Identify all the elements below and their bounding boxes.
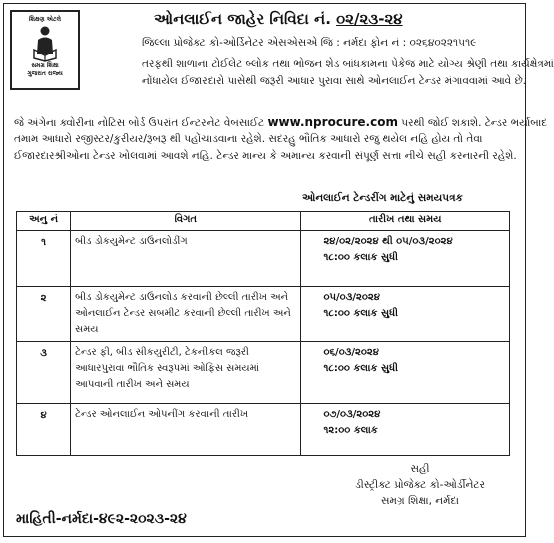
row-detail: ટેન્ડર ફી, બીડ સીકયુરીટી, ટેકનીકલ જરૂરી આધારપુરાવા ભૌતિક સ્વરૂપમાં ઓફિસ સમયમાં આપવાની તારીખ અને સમય [71,342,301,404]
signature-label: સહી [410,463,430,475]
signature-block [320,461,520,509]
logo-top-text: શિક્ષણ એટલે [28,16,62,23]
title-prefix: ઓનલાઈન જાહેર નિવિદા નં. [154,10,331,28]
column-header-detail: વિગત [71,212,301,231]
website-link[interactable]: www.nprocure.com [267,115,398,129]
row-detail: ટેન્ડર ઓનલાઈન ઓપનીંગ કરવાની તારીખ [71,404,301,456]
signature-designation: ડીસ્ટ્રીક્ટ પ્રોજેક્ટ કો-ઓર્ડીનેટર [355,479,485,491]
row-time: ૧૮:૦૦ કલાક સુધી [323,308,398,319]
row-date: ૦૬/૦૩/૨૦૨૪ [323,347,380,358]
samagra-shiksha-logo [10,10,80,90]
row-date-time [301,342,510,404]
row-detail: બીડ ડોકયુમેન્ટ ડાઉનલોડીંગ [71,231,301,287]
logo-bottom-line-1: સમગ્ર શિક્ષા [31,62,59,69]
schedule-heading: ઓનલાઈન ટેન્ડરીંગ માટેનું સમયપત્રક [302,192,463,204]
logo-bottom-line-2: ગુજરાત રાજ્ય [27,70,63,77]
body-line-3-text: જે અંગેના ક્વોરીના નોટિસ બોર્ડ ઉપરાંત ઈન્ટરનેટ વેબસાઈટ [14,117,265,129]
table-header-row [17,212,510,231]
row-date-time [301,287,510,342]
table-row [17,404,510,456]
body-line-5: ઈજારદારશ્રીઓના ટેન્ડર ખોલવામાં આવશે નહિ. ટેન્ડર માન્ય કે અમાન્ય કરવાની સંપૂર્ણ સત્તા નીચે સહી કરનારની રહેશે. [14,150,517,162]
reference-number: માહિતી-નર્મદા-૪૯૨-૨૦૨૩-૨૪ [16,511,187,527]
row-date-time [301,404,510,456]
row-time: ૧૨:૦૦ કલાક [323,425,378,436]
table-row [17,231,510,287]
row-time: ૧૮:૦૦ કલાક સુધી [323,363,398,374]
table-row [17,287,510,342]
body-line-1: તરફથી શાળાના ટોઈલેટ બ્લોક તથા ભોજન શેડ બાંધકામના પેકેજ માટે યોગ્ય શ્રેણી તથા કાર્યક્ષેત્રમાં [142,58,554,70]
notice-title [154,10,403,28]
office-line: જિલ્લા પ્રોજેક્ટ કો-ઓર્ડિનેટર એસએસએ જિ : નર્મદા ફોન નં : ૦૨૬૪૦૨૨૧૫૧૯ [142,37,477,49]
row-date: ૦૫/૦૩/૨૦૨૪ [323,292,380,303]
signature-org: સમગ્ર શિક્ષા, નર્મદા [381,495,459,507]
table-row [17,342,510,404]
schedule-table [16,211,510,456]
body-line-3-tail: પરથી જોઈ શકાશે. ટેન્ડર ભર્યાબાદ [401,117,548,129]
body-line-2: નોંધાયેલ ઈજારદારો પાસેથી જરૂરી આધાર પુરાવા સાથે ઓનલાઈન ટેન્ડર મંગાવવામાં આવે છે. [142,75,527,87]
row-date: ૦૭/૦૩/૨૦૨૪ [323,409,381,420]
row-date: ૨૪/૦૨/૨૦૨૪ થી ૦૫/૦૩/૨૦૨૪ [323,236,453,247]
row-number: ૧ [17,231,71,287]
child-reading-icon [30,24,60,62]
body-line-3 [14,114,547,132]
row-number: ૨ [17,287,71,342]
row-date-time [301,231,510,287]
row-number: ૪ [17,404,71,456]
row-detail: બીડ ડોકયુમેન્ટ ડાઉનલોડ કરવાની છેલ્લી તારીખ અને ઓનલાઈન ટેન્ડર સબમીટ કરવાની છેલ્લી તારીખ અને સમય [71,287,301,342]
row-time: ૧૮:૦૦ કલાક સુધી [323,252,398,263]
body-line-4: તમામ આધારો રજીસ્ટર/કુરીયર/રૂબરૂ થી પહોંચાડવાના રહેશે. સદરહુ ભૌતિક આધારો રજુ થયેલ નહિ હોય તો તેવા [14,133,483,145]
row-number: ૩ [17,342,71,404]
title-number: ૦૨/૨૩-૨૪ [336,10,403,28]
column-header-number: અનુ નં [17,212,71,231]
tender-notice [3,3,554,537]
column-header-date: તારીખ તથા સમય [301,212,510,231]
